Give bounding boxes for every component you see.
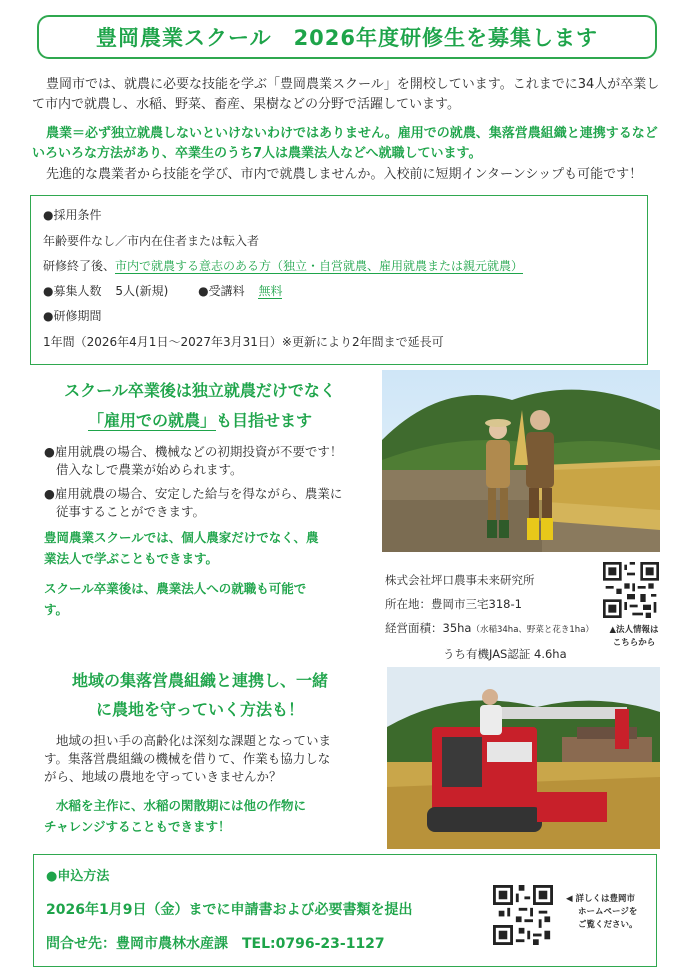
section2-heading-line1: 地域の集落営農組織と連携し、一緒 xyxy=(71,671,328,690)
company-qr-caption: ▲法人情報は こちらから xyxy=(609,625,659,648)
conditions-period-label: ●研修期間 xyxy=(43,309,102,323)
section1-green-note-2: スクール卒業後は、農業法人への就職も可能で す。 xyxy=(44,581,307,617)
conditions-after-underlined: 市内で就農する意志のある方（独立・自営就農、雇用就農または親元就農） xyxy=(115,259,524,273)
page-title: 豊岡農業スクール 2026年度研修生を募集します xyxy=(95,26,599,50)
conditions-box xyxy=(30,195,648,365)
intro-paragraph-3: 先進的な農業者から技能を学び、市内で就農しませんか。入校前に短期インターンシップも可能です！ xyxy=(46,167,643,182)
section2-heading-line2: に農地を守っていく方法も！ xyxy=(95,700,304,719)
conditions-header: ●採用条件 xyxy=(43,208,102,222)
company-area: 経営面積：35ha（水稲34ha、野菜と花き1ha） xyxy=(385,621,594,635)
city-homepage-qr-code[interactable] xyxy=(493,885,553,945)
intro-paragraph-2: 農業＝必ず独立就農しないといけないわけではありません。雇用での就農、集落営農組織と連携するなどいろいろな方法があり、卒業生のうち7人は農業法人などへ就職しています。 xyxy=(32,126,658,161)
farmers-photo xyxy=(382,370,660,552)
section1-heading-line1: スクール卒業後は独立就農だけでなく xyxy=(64,381,336,400)
section1-bullet-1: ●雇用就農の場合、機械などの初期投資が不要です！ 借入なしで農業が始められます。 xyxy=(44,444,343,477)
section2-green-note: 水稲を主作に、水稲の閑散期には他の作物に チャレンジすることもできます！ xyxy=(44,798,307,834)
company-name: 株式会社坪口農事未来研究所 xyxy=(385,573,535,587)
fee-value: 無料 xyxy=(258,284,283,298)
apply-header: ●申込方法 xyxy=(46,869,110,884)
conditions-age: 年齢要件なし／市内在住者または転入者 xyxy=(43,234,260,248)
apply-deadline: 2026年1月9日（金）までに申請書および必要書類を提出 xyxy=(46,902,413,918)
company-qr-code[interactable] xyxy=(603,562,659,618)
company-organic: うち有機JAS認証 4.6ha xyxy=(443,647,567,661)
section1-heading-line2: 「雇用での就農」も目指せます xyxy=(87,411,313,430)
page-title-box xyxy=(37,15,657,59)
combine-harvester-photo xyxy=(387,667,660,849)
section2-body: 地域の担い手の高齢化は深刻な課題となっていま す。集落営農組織の機械を借りて、作業も協力しな がら、地域の農地を守っていきませんか？ xyxy=(44,733,332,784)
company-address: 所在地：豊岡市三宅318-1 xyxy=(385,597,522,611)
section1-green-note-1: 豊岡農業スクールでは、個人農家だけでなく、農 業法人で学ぶこともできます。 xyxy=(44,530,319,566)
apply-box xyxy=(33,854,657,967)
section1-bullet-2: ●雇用就農の場合、安定した給与を得ながら、農業に 従事することができます。 xyxy=(44,486,343,519)
homepage-note: ◀ 詳しくは豊岡市 ホームページを ご覧ください。 xyxy=(566,894,638,930)
conditions-after: 研修終了後、市内で就農する意志のある方（独立・自営就農、雇用就農または親元就農） xyxy=(43,259,524,273)
intro-paragraph-1: 豊岡市では、就農に必要な技能を学ぶ「豊岡農業スクール」を開校しています。これまでに34人が卒業して市内で就農し、水稲、野菜、畜産、果樹などの分野で活躍しています。 xyxy=(32,77,660,112)
conditions-capacity-row: ●募集人数 5人(新規) ●受講料 無料 xyxy=(43,284,283,298)
conditions-period-value: 1年間（2026年4月1日～2027年3月31日）※更新により2年間まで延長可 xyxy=(43,335,444,349)
apply-contact: 問合せ先：豊岡市農林水産課 TEL:0796-23-1127 xyxy=(46,936,385,952)
company-info xyxy=(385,568,594,666)
